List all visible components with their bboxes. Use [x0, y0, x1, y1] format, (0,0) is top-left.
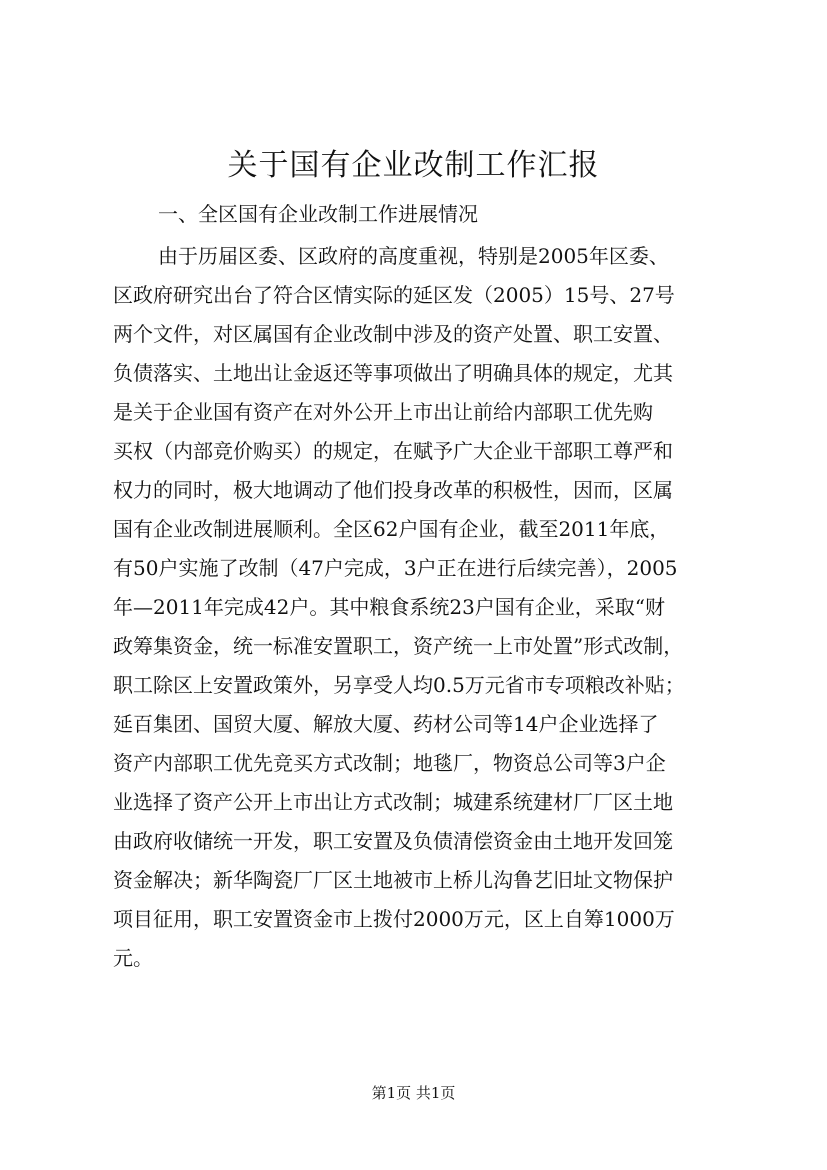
paragraph-line: 元。 [113, 946, 153, 970]
paragraph-line: 延百集团、国贸大厦、解放大厦、药材公司等14户企业选择了 [113, 712, 659, 736]
paragraph-line: 政筹集资金，统一标准安置职工，资产统一上市处置”形式改制， [113, 634, 684, 658]
body-paragraph [113, 237, 753, 978]
paragraph-line: 业选择了资产公开上市出让方式改制；城建系统建材厂厂区土地 [113, 790, 673, 814]
paragraph-line: 职工除区上安置政策外，另享受人均0.5万元省市专项粮改补贴； [113, 673, 685, 697]
paragraph-line: 项目征用，职工安置资金市上拨付2000万元，区上自筹1000万 [113, 907, 675, 931]
paragraph-line: 区政府研究出台了符合区情实际的延区发（2005）15号、27号 [113, 283, 675, 307]
document-title: 关于国有企业改制工作汇报 [227, 148, 600, 183]
paragraph-line: 国有企业改制进展顺利。全区62户国有企业，截至2011年底， [113, 517, 670, 541]
page-footer: 第1页 共1页 [371, 1084, 456, 1102]
paragraph-line: 由于历届区委、区政府的高度重视，特别是2005年区委、 [158, 244, 669, 268]
paragraph-line: 资产内部职工优先竞买方式改制；地毯厂，物资总公司等3户企 [113, 751, 666, 775]
paragraph-line: 两个文件，对区属国有企业改制中涉及的资产处置、职工安置、 [113, 322, 673, 346]
paragraph-line: 负债落实、土地出让金返还等事项做出了明确具体的规定，尤其 [113, 361, 673, 385]
paragraph-line: 有50户实施了改制（47户完成，3户正在进行后续完善），2005 [113, 556, 678, 580]
paragraph-line: 是关于企业国有资产在对外公开上市出让前给内部职工优先购 [113, 400, 653, 424]
paragraph-line: 资金解决；新华陶瓷厂厂区土地被市上桥儿沟鲁艺旧址文物保护 [113, 868, 673, 892]
paragraph-line: 权力的同时，极大地调动了他们投身改革的积极性，因而，区属 [113, 478, 673, 502]
paragraph-line: 买权（内部竞价购买）的规定，在赋予广大企业干部职工尊严和 [113, 439, 673, 463]
paragraph-line: 年—2011年完成42户。其中粮食系统23户国有企业，采取“财 [113, 595, 666, 619]
section-heading: 一、全区国有企业改制工作进展情况 [158, 202, 478, 226]
paragraph-line: 由政府收储统一开发，职工安置及负债清偿资金由土地开发回笼 [113, 829, 673, 853]
